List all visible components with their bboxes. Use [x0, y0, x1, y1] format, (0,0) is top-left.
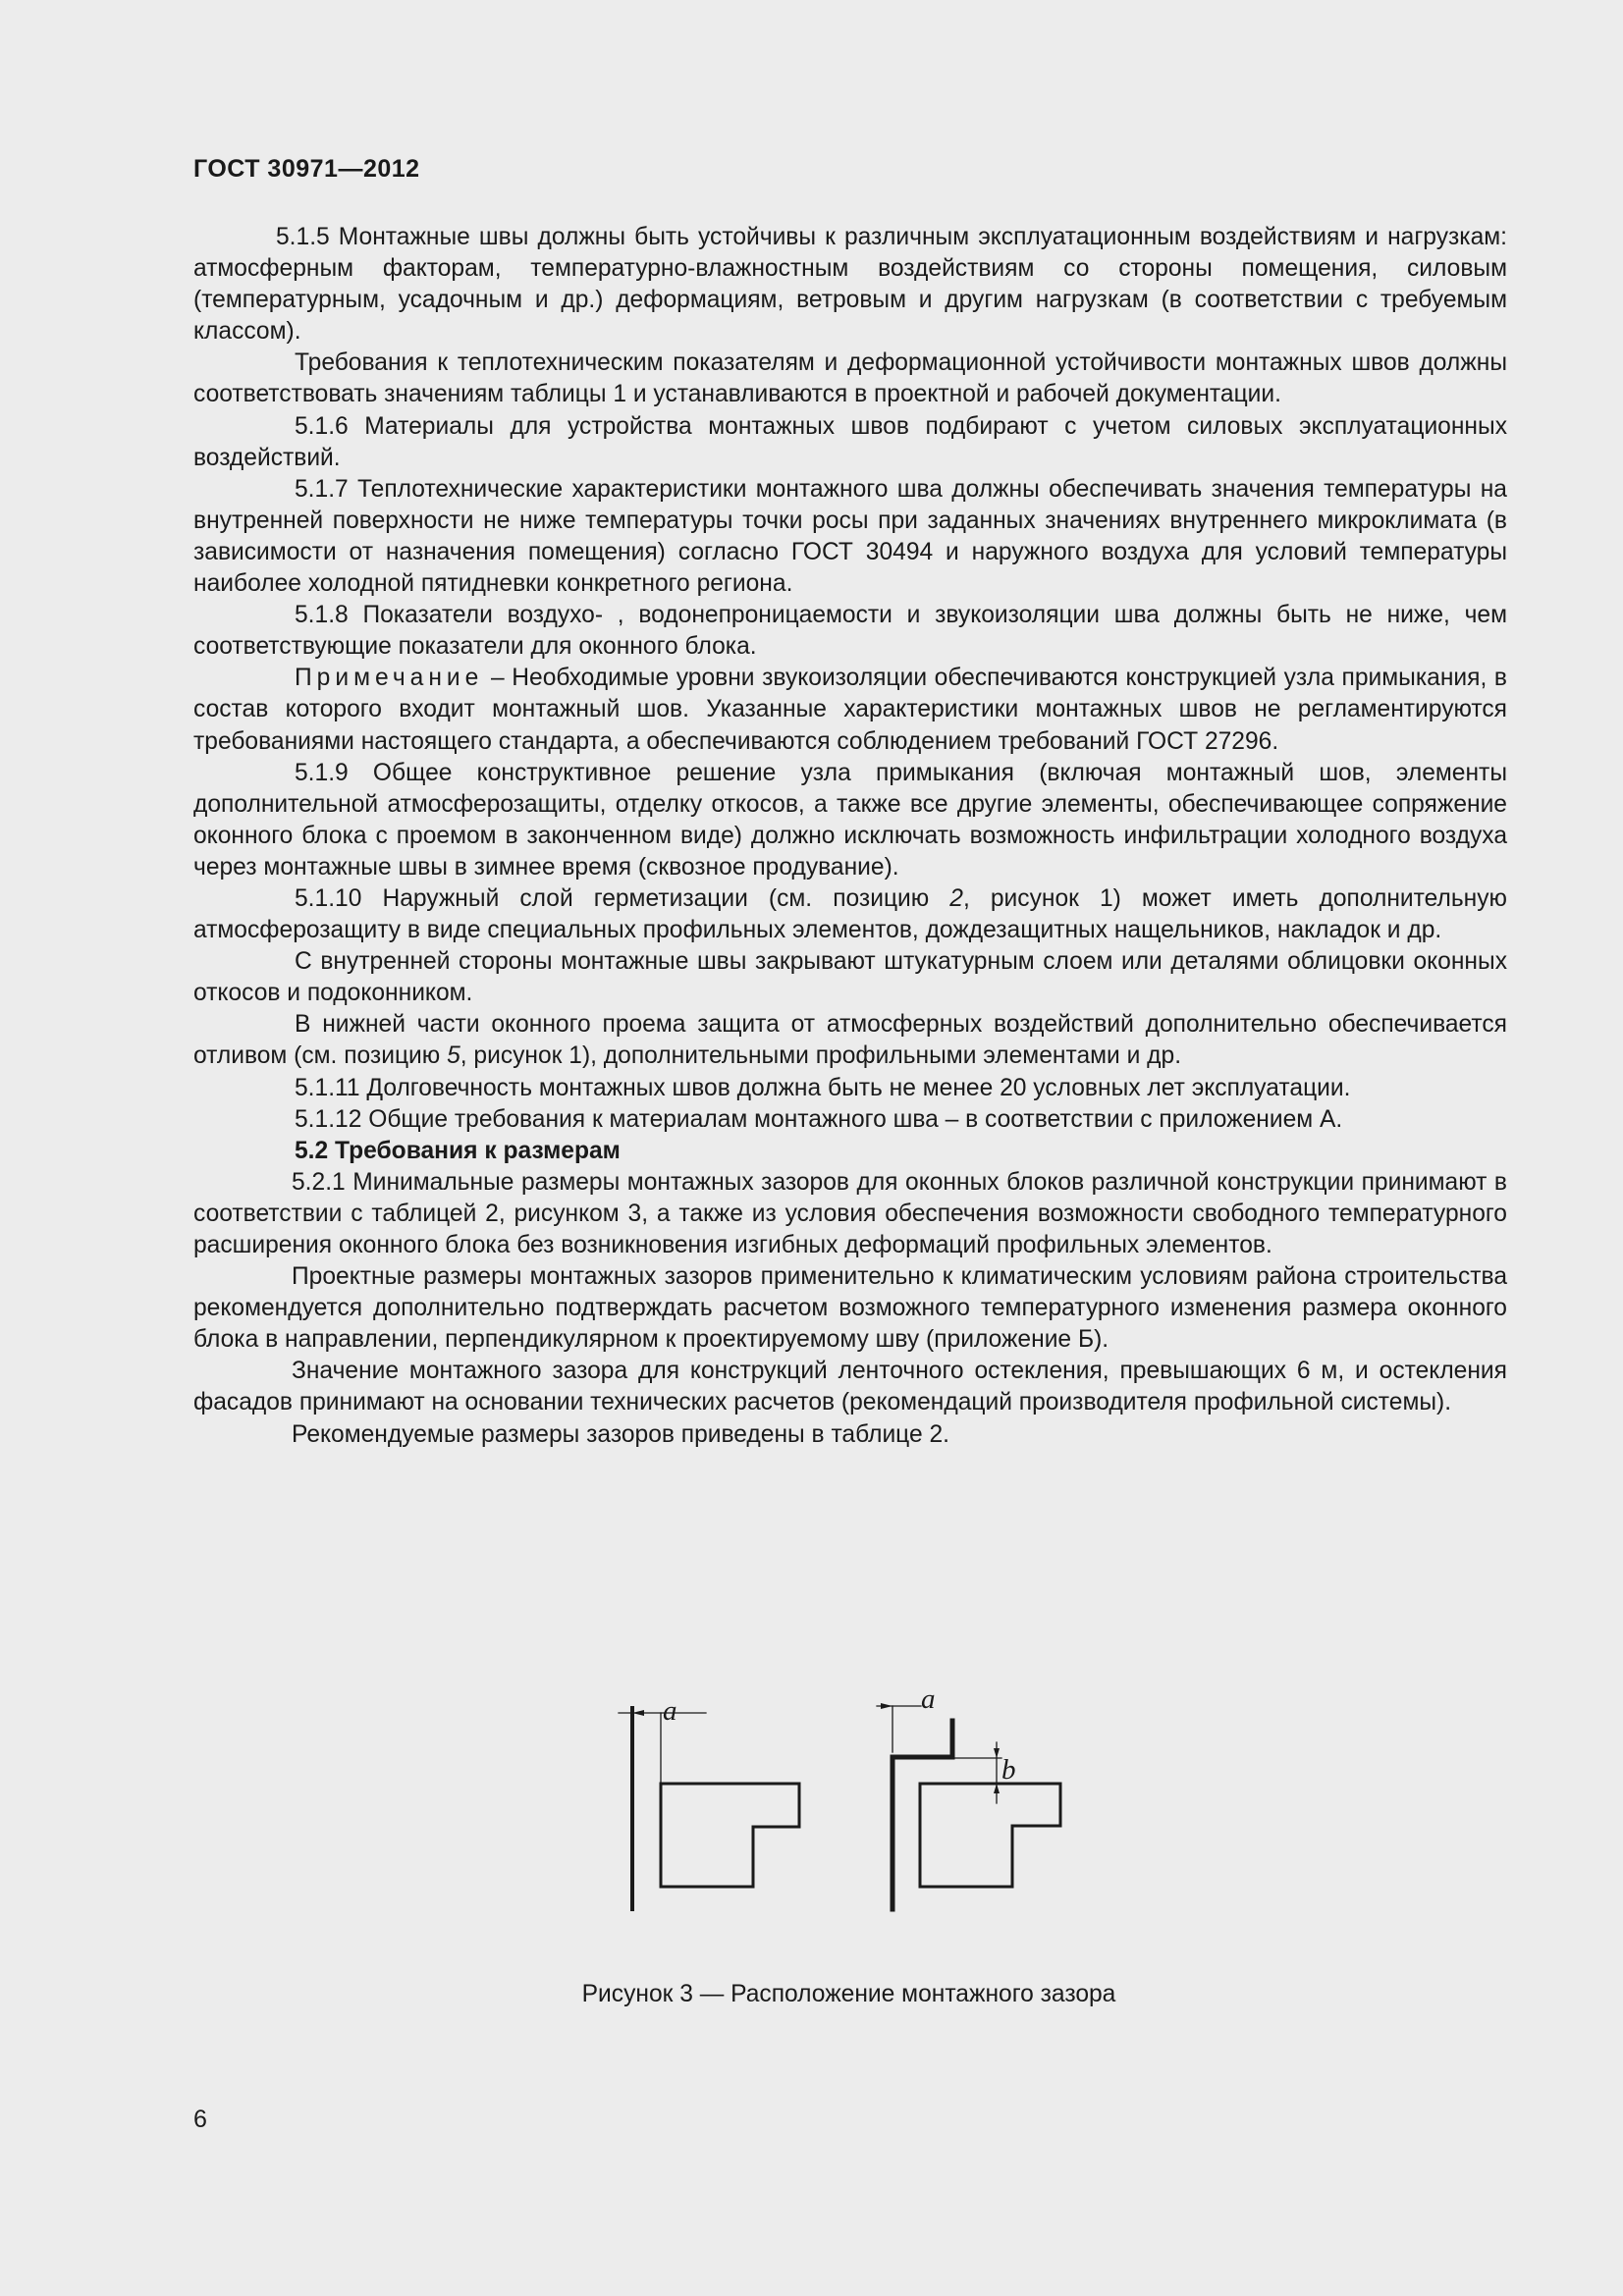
section-heading-5-2: 5.2 Требования к размерам — [295, 1137, 621, 1164]
paragraph-design-gaps: Проектные размеры монтажных зазоров применительно к климатическим условиям района строительства рекомендуется дополнительно подтверждать расчетом возможного температурного изменения размера оконного блока в направлении, перпендикулярном к проектируемому шву (приложение Б). — [193, 1263, 1507, 1354]
figure-caption: Рисунок 3 — Расположение монтажного зазора — [581, 1981, 1116, 2007]
document-body — [193, 222, 1507, 1451]
paragraph-5-1-12: 5.1.12 Общие требования к материалам монтажного шва – в соответствии с приложением А. — [295, 1105, 1343, 1133]
document-header: ГОСТ 30971—2012 — [193, 155, 420, 183]
paragraph-5-1-7: 5.1.7 Теплотехнические характеристики монтажного шва должны обеспечивать значения температуры на внутренней поверхности не ниже температуры точки росы при заданных значениях внутреннего микроклимата (в зависимости от назначения помещения) согласно ГОСТ 30494 и наружного воздуха для условий температуры наиболее холодной пятидневки конкретного региона. — [193, 475, 1507, 598]
position-number-2: 2 — [949, 884, 963, 912]
paragraph-ribbon-glazing: Значение монтажного зазора для конструкций ленточного остекления, превышающих 6 м, и остекления фасадов принимают на основании технических расчетов (рекомендаций производителя профильной системы). — [193, 1358, 1507, 1416]
paragraph-5-1-9: 5.1.9 Общее конструктивное решение узла примыкания (включая монтажный шов, элементы дополнительной атмосферозащиты, отделку откосов, а также все другие элементы, обеспечивающее сопряжение оконного блока с проемом в законченном виде) должно исключать возможность инфильтрации холодного воздуха через монтажные швы в зимнее время (сквозное продувание). — [193, 759, 1507, 881]
dimension-label-a-right: a — [921, 1683, 936, 1715]
paragraph-5-1-10-part2: , рисунок 1) может иметь дополнительную атмосферозащиту в виде специальных профильных элементов, дождезащитных нащельников, накладок и др. — [193, 884, 1507, 944]
position-number-5: 5 — [447, 1042, 460, 1070]
note-text: – Необходимые уровни звукоизоляции обеспечиваются конструкцией узла примыкания, в состав которого входит монтажный шов. Указанные характеристики монтажных швов не регламентируются требованиями настоящего стандарта, а обеспечиваются соблюдением требований ГОСТ 27296. — [193, 665, 1507, 755]
paragraph-5-2-1: 5.2.1 Минимальные размеры монтажных зазоров для оконных блоков различной конструкции принимают в соответствии с таблицей 2, рисунком 3, а также из условия обеспечения возможности свободного температурного расширения оконного блока без возникновения изгибных деформаций профильных элементов. — [193, 1168, 1507, 1258]
b-arrow-up — [994, 1748, 1000, 1758]
dimension-label-b: b — [1001, 1754, 1016, 1786]
paragraph-lower-part-1: В нижней части оконного проема защита от атмосферных воздействий дополнительно обеспечивается отливом (см. позицию — [193, 1011, 1507, 1070]
paragraph-5-1-5: 5.1.5 Монтажные швы должны быть устойчивы к различным эксплуатационным воздействиям и нагрузкам: атмосферным факторам, температурно-влажностным воздействиям со стороны помещения, силовым (температурным, усадочным и др.) деформациям, ветровым и другим нагрузкам (в соответствии с требуемым классом). — [193, 224, 1507, 346]
dimension-label-a-left: a — [663, 1695, 677, 1727]
paragraph-lower-part-2: , рисунок 1), дополнительными профильными элементами и др. — [460, 1042, 1182, 1070]
left-window-profile — [661, 1784, 799, 1887]
paragraph-5-1-6: 5.1.6 Материалы для устройства монтажных швов подбирают с учетом силовых эксплуатационных воздействий. — [193, 412, 1507, 471]
note-label: Примечание — [295, 665, 484, 692]
paragraph-lower-part — [193, 1009, 1507, 1072]
right-window-profile — [920, 1784, 1060, 1887]
right-wall-line — [893, 1721, 952, 1909]
figure-3 — [589, 1664, 1080, 1929]
paragraph-5-1-11: 5.1.11 Долговечность монтажных швов должна быть не менее 20 условных лет эксплуатации. — [295, 1074, 1351, 1101]
right-arrow-head — [881, 1703, 893, 1709]
paragraph-inner-side: С внутренней стороны монтажные швы закрывают штукатурным слоем или деталями облицовки оконных откосов и подоконником. — [193, 948, 1507, 1007]
paragraph-5-1-5-requirements: Требования к теплотехническим показателям и деформационной устойчивости монтажных швов должны соответствовать значениям таблицы 1 и устанавливаются в проектной и рабочей документации. — [193, 349, 1507, 408]
paragraph-5-1-10-part1: 5.1.10 Наружный слой герметизации (см. позицию — [295, 884, 950, 912]
paragraph-5-1-8: 5.1.8 Показатели воздухо- , водонепроницаемости и звукоизоляции шва должны быть не ниже, чем соответствующие показатели для оконного блока. — [193, 602, 1507, 661]
note-paragraph — [193, 663, 1507, 757]
page-number: 6 — [193, 2106, 207, 2133]
figure-3-drawing — [589, 1664, 1080, 1929]
paragraph-recommended-gaps: Рекомендуемые размеры зазоров приведены в таблице 2. — [292, 1420, 950, 1448]
paragraph-5-1-10 — [193, 883, 1507, 946]
